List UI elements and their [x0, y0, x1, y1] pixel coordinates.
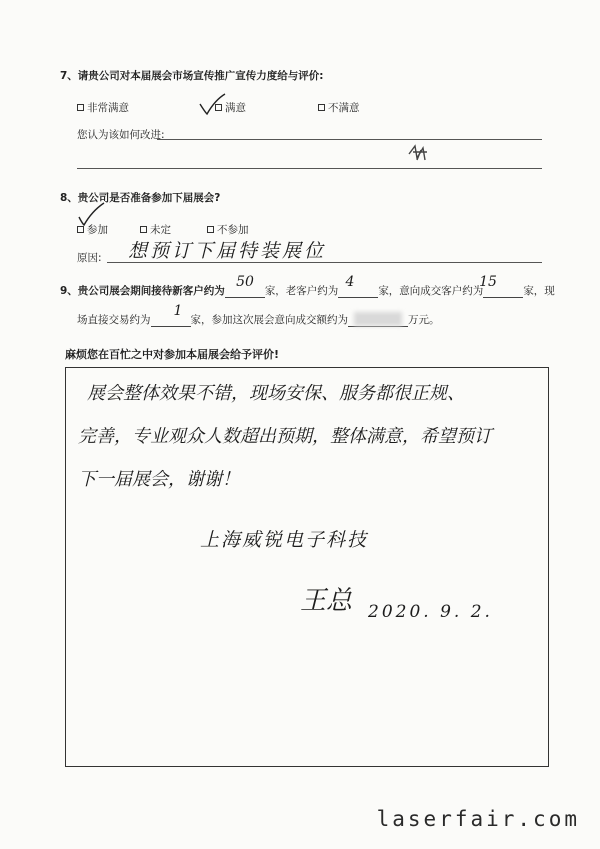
- intent-customers-value: 15: [479, 274, 497, 290]
- redaction-blur: [354, 312, 402, 326]
- q9-line-2: 场直接交易约为 家，参加这次展会意向成交额约为 万元。: [77, 314, 440, 326]
- checkbox-icon[interactable]: [207, 226, 214, 233]
- company-name: 上海威锐电子科技: [200, 529, 369, 551]
- comment-line-3: 下一届展会，谢谢！: [78, 469, 240, 490]
- q8-reason-value: 想预订下届特装展位: [128, 240, 327, 262]
- scribble-mark: [405, 140, 433, 164]
- q7-improve-label: 您认为该如何改进:: [77, 129, 165, 141]
- q8-reason-label: 原因:: [77, 252, 102, 264]
- comment-line-2: 完善，专业观众人数超出预期，整体满意，希望预订: [78, 426, 492, 447]
- comment-line-1: 展会整体效果不错，现场安保、服务都很正规、: [87, 383, 465, 404]
- checkbox-icon[interactable]: [140, 226, 147, 233]
- direct-deals-value: 1: [173, 303, 183, 319]
- q8-option-attend[interactable]: 参加: [77, 222, 108, 237]
- q8-label: 8、贵公司是否准备参加下届展会?: [60, 192, 221, 204]
- handwritten-check-icon: [197, 92, 227, 118]
- comment-heading: 麻烦您在百忙之中对参加本届展会给予评价!: [65, 348, 280, 361]
- deal-amount-blank: [348, 314, 408, 327]
- q8-option-undecided[interactable]: 未定: [140, 222, 171, 237]
- checkbox-icon[interactable]: [77, 226, 84, 233]
- checkbox-icon[interactable]: [318, 104, 325, 111]
- q7-label: 7、请贵公司对本届展会市场宣传推广宣传力度给与评价:: [60, 70, 324, 82]
- watermark: laserfair.com: [376, 807, 580, 831]
- answer-line: [157, 139, 542, 140]
- signature-date: 2020. 9. 2.: [368, 602, 493, 622]
- q7-option-unsatisfied[interactable]: 不满意: [318, 100, 360, 115]
- q7-option-very-satisfied[interactable]: 非常满意: [77, 100, 129, 115]
- q8-option-not-attend[interactable]: 不参加: [207, 222, 249, 237]
- answer-line: [77, 168, 542, 169]
- old-customers-value: 4: [345, 274, 355, 290]
- handwritten-check-icon: [76, 201, 106, 227]
- q7-option-satisfied[interactable]: 满意: [215, 100, 246, 115]
- q9-line-1: 9、贵公司展会期间接待新客户约为 家，老客户约为 家，意向成交客户约为 家，现: [60, 285, 555, 297]
- signature: 王总: [300, 586, 353, 616]
- checkbox-icon[interactable]: [77, 104, 84, 111]
- new-customers-value: 50: [236, 274, 254, 290]
